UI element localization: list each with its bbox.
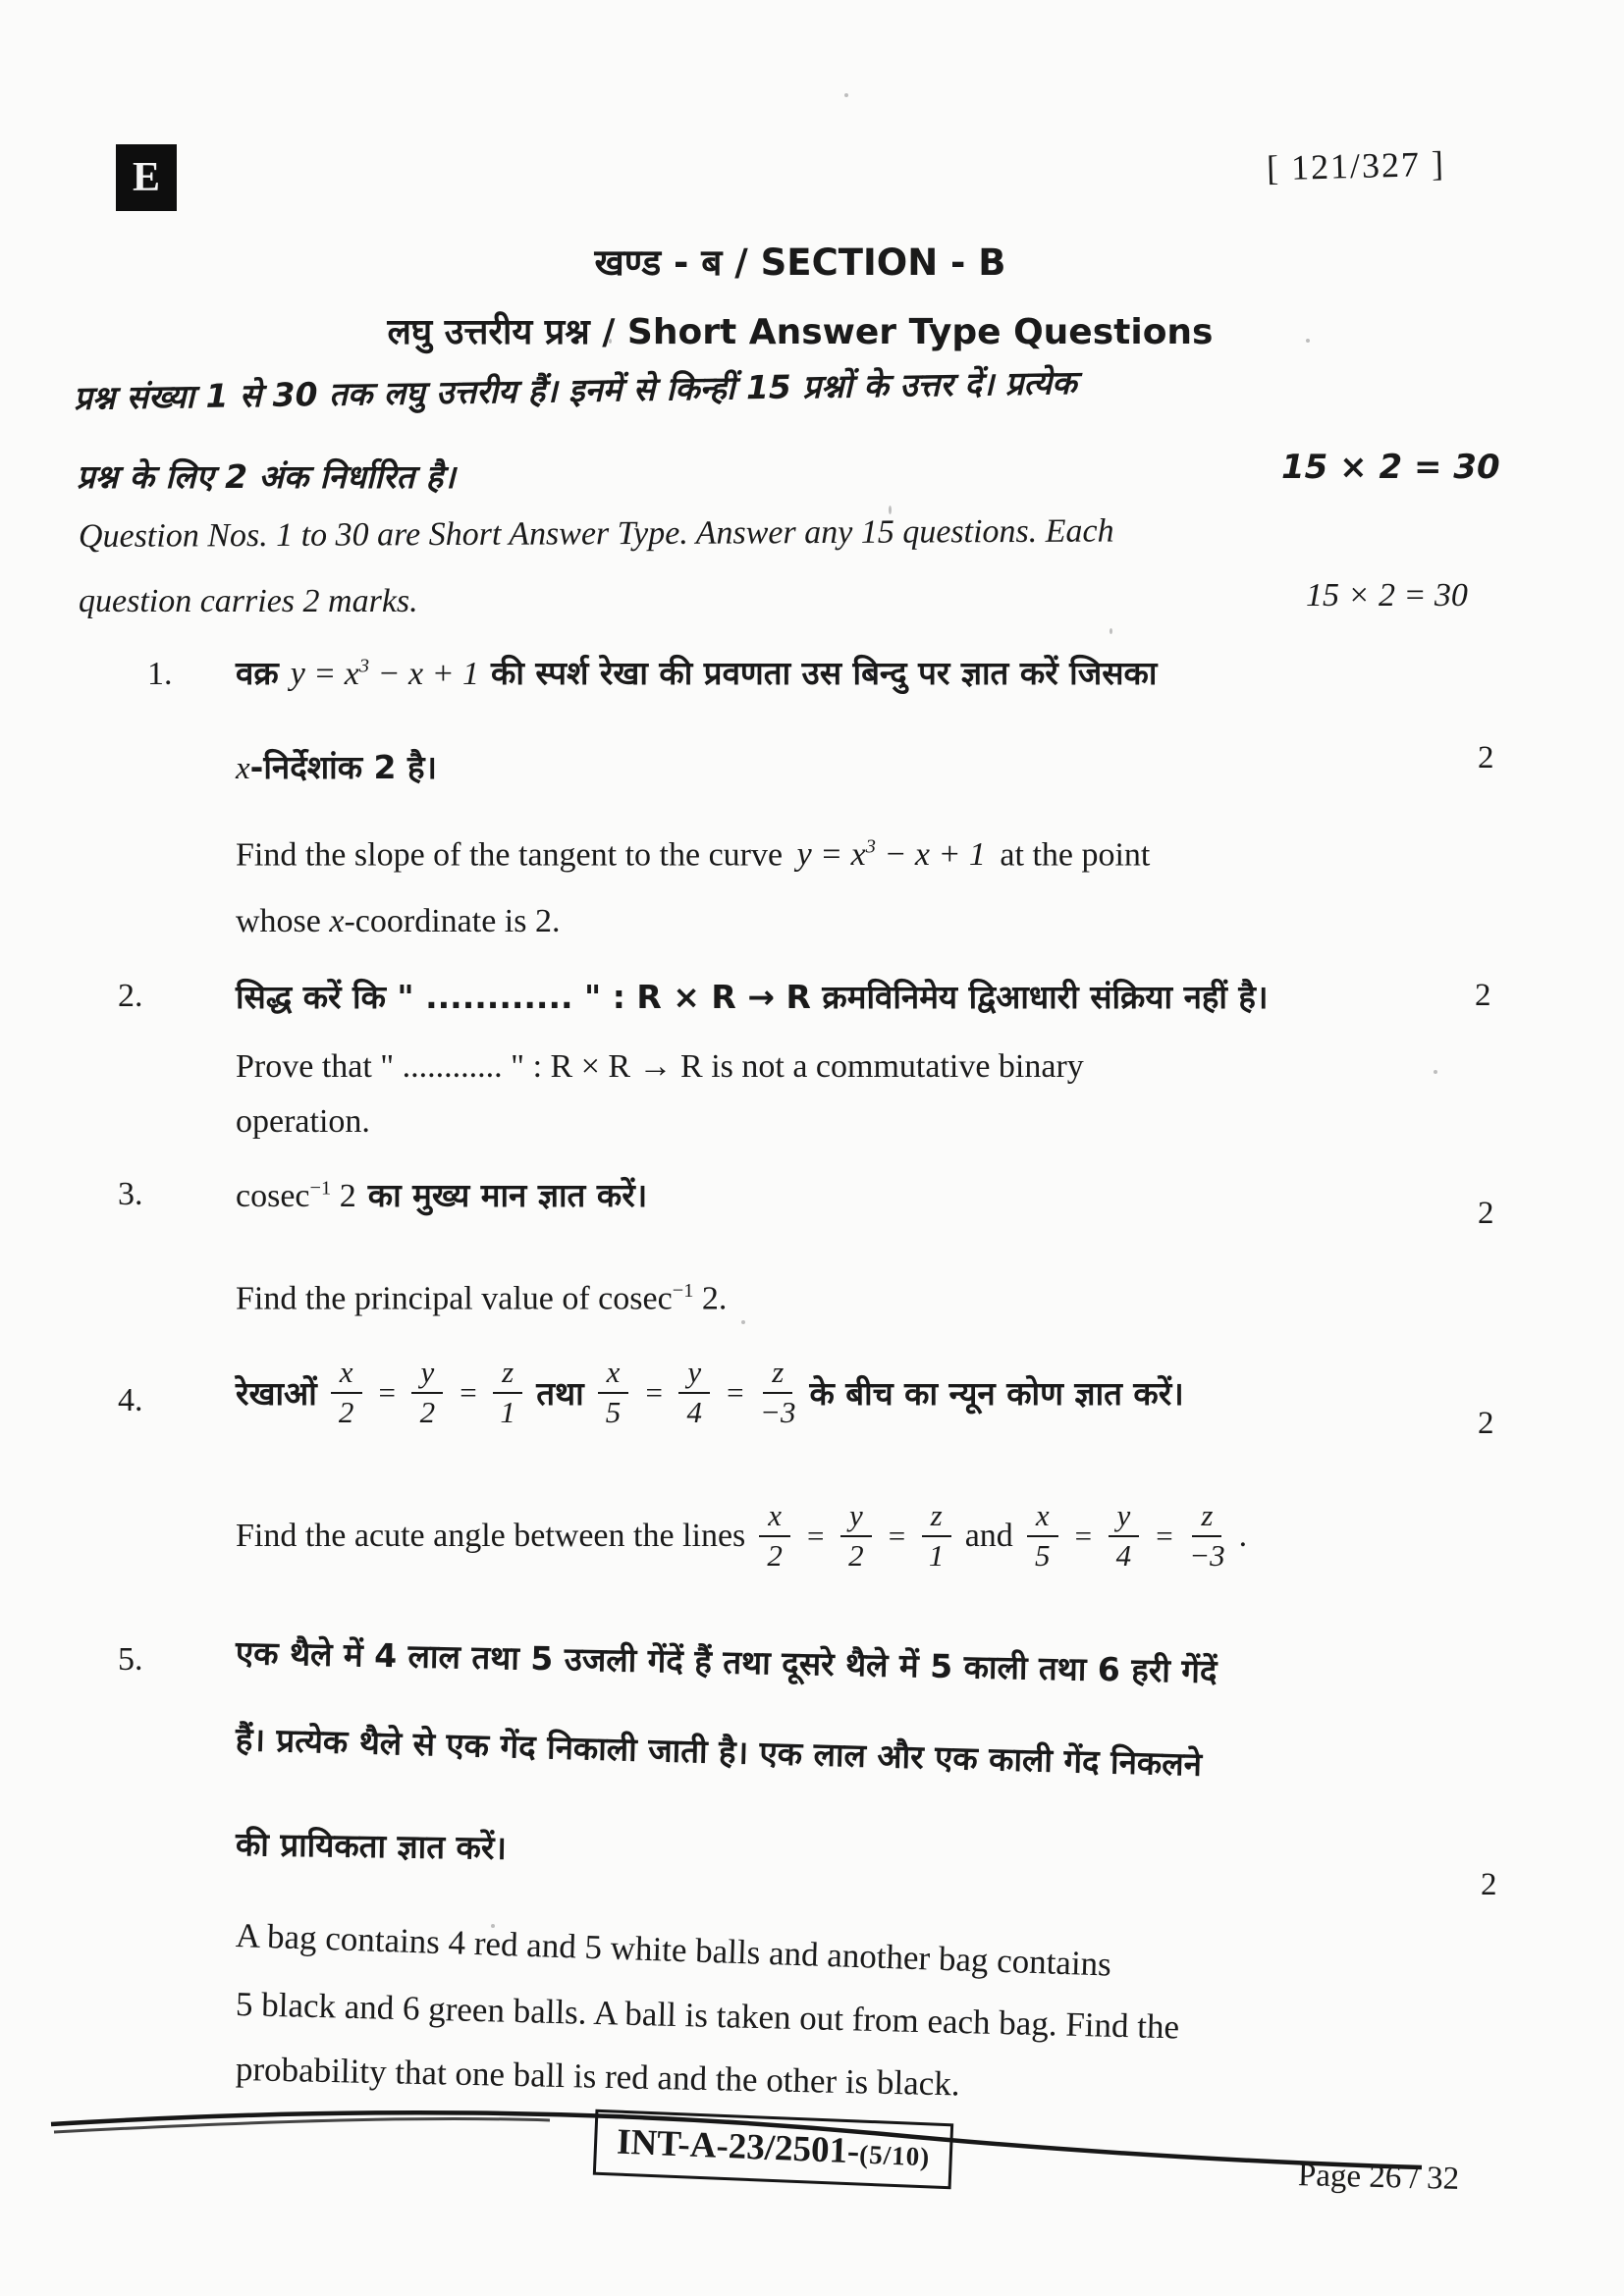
function-argument: 2 xyxy=(339,1178,356,1214)
instruction-english-line1: Question Nos. 1 to 30 are Short Answer Type. Answer any 15 questions. Each xyxy=(78,512,1114,555)
section-heading: खण्ड - ब / SECTION - B xyxy=(594,241,1006,284)
question-3-number: 3. xyxy=(118,1176,143,1212)
fraction-numerator: y xyxy=(1109,1500,1140,1537)
question-2-english-line2: operation. xyxy=(236,1103,370,1140)
fraction-numerator: x xyxy=(598,1357,629,1394)
variable-x: x xyxy=(329,903,345,939)
question-1-equation xyxy=(291,656,479,692)
question-1-english-equation xyxy=(797,836,986,873)
variable-x: x xyxy=(236,751,250,786)
function-name: cosec xyxy=(236,1178,310,1214)
question-4-english-mid: and xyxy=(964,1517,1013,1554)
question-1-english-post: at the point xyxy=(1000,836,1151,874)
equation-tail: − x + 1 xyxy=(369,656,480,692)
fraction-denominator: 5 xyxy=(605,1394,622,1429)
question-4-english xyxy=(236,1500,1247,1572)
fraction-x-2 xyxy=(331,1357,362,1428)
fraction-denominator: 2 xyxy=(848,1537,864,1573)
question-4-hindi xyxy=(236,1357,1184,1428)
equation-exponent: 3 xyxy=(865,836,876,858)
instruction-english-line2: question carries 2 marks. xyxy=(79,583,418,619)
equation-base: y = x xyxy=(290,656,359,692)
question-1-english-line1 xyxy=(236,836,1150,874)
fraction-z-neg3 xyxy=(1189,1500,1224,1572)
exam-version-badge xyxy=(116,144,177,211)
question-1-english-line2-post: -coordinate is 2. xyxy=(344,903,561,939)
booklet-code: INT-A-23/2501- xyxy=(616,2121,861,2172)
booklet-code-suffix: (5/10) xyxy=(858,2139,931,2172)
fraction-denominator: −3 xyxy=(1189,1537,1225,1573)
fraction-z-neg3 xyxy=(760,1357,795,1428)
question-2-number: 2. xyxy=(118,978,143,1014)
equation-exponent: 3 xyxy=(358,655,370,677)
question-1-number: 1. xyxy=(147,656,173,692)
question-5-english-line3: probability that one ball is red and the other is black. xyxy=(235,2050,960,2104)
fraction-z-1 xyxy=(922,1500,951,1572)
instruction-hindi-line2: प्रश्न के लिए 2 अंक निर्धारित है। xyxy=(77,457,456,496)
fraction-y-4 xyxy=(678,1357,710,1428)
function-argument: 2. xyxy=(701,1280,728,1317)
section-subheading: लघु उत्तरीय प्रश्न / Short Answer Type Questions xyxy=(387,312,1214,352)
exam-version-letter: E xyxy=(132,155,160,200)
question-3-hindi xyxy=(236,1172,647,1216)
fraction-numerator: y xyxy=(840,1500,872,1537)
question-5-hindi-line1: एक थैले में 4 लाल तथा 5 उजली गेंदें हैं तथा दूसरे थैले में 5 काली तथा 6 हरी गेंदें xyxy=(235,1633,1218,1691)
paper-code-plate: [ 121/327 ] xyxy=(1266,143,1446,188)
cosec-function xyxy=(236,1178,356,1214)
question-1-english-pre: Find the slope of the tangent to the curve xyxy=(236,836,784,874)
fraction-y-2 xyxy=(840,1500,872,1572)
fraction-denominator: 4 xyxy=(1115,1537,1132,1573)
scan-speckle xyxy=(741,1320,745,1324)
scan-speckle xyxy=(1434,1070,1437,1074)
fraction-denominator: 1 xyxy=(928,1537,945,1573)
question-4-hindi-mid: तथा xyxy=(536,1374,584,1414)
question-5-hindi-line3: की प्रायिकता ज्ञात करें। xyxy=(235,1825,508,1867)
scan-speckle xyxy=(1110,628,1112,634)
question-4-hindi-post: के बीच का न्यून कोण ज्ञात करें। xyxy=(809,1374,1184,1414)
question-1-hindi-line2-text: -निर्देशांक 2 है। xyxy=(249,748,438,786)
question-5-hindi-line2: हैं। प्रत्येक थैले से एक गेंद निकाली जाती है। एक लाल और एक काली गेंद निकलने xyxy=(235,1720,1203,1784)
fraction-numerator: z xyxy=(493,1357,522,1394)
fraction-y-2 xyxy=(411,1357,443,1428)
scan-speckle xyxy=(844,93,848,97)
question-3-hindi-text: का मुख्य मान ज्ञात करें। xyxy=(367,1176,648,1214)
equals-sign: = xyxy=(725,1374,746,1410)
fraction-x-2 xyxy=(759,1500,790,1572)
question-3-english-pre: Find the principal value of cosec xyxy=(236,1280,673,1317)
instruction-hindi-marks: 15 × 2 = 30 xyxy=(1281,448,1500,487)
question-1-hindi-post: की स्पर्श रेखा की प्रवणता उस बिन्दु पर ज्ञात करें जिसका xyxy=(491,654,1158,692)
instruction-hindi-line1: प्रश्न संख्या 1 से 30 तक लघु उत्तरीय हैं। इनमें से किन्हीं 15 प्रश्नों के उत्तर दें। प्रत्येक xyxy=(73,362,1077,417)
fraction-denominator: 5 xyxy=(1034,1537,1051,1573)
question-5-marks: 2 xyxy=(1481,1867,1497,1902)
question-2-english-line1: Prove that " ............ " : R × R → R is not a commutative binary xyxy=(236,1048,1084,1085)
equals-sign: = xyxy=(886,1518,907,1553)
question-4-english-pre: Find the acute angle between the lines xyxy=(236,1517,746,1554)
question-2-hindi: सिद्ध करें कि " ............ " : R × R → R क्रमविनिमेय द्विआधारी संक्रिया नहीं है। xyxy=(236,978,1269,1016)
question-4-marks: 2 xyxy=(1478,1406,1494,1441)
question-1-hindi-pre: वक्र xyxy=(236,654,279,692)
equals-sign: = xyxy=(1072,1518,1094,1553)
question-3-english xyxy=(236,1280,727,1317)
equals-sign: = xyxy=(458,1374,479,1410)
function-exponent: −1 xyxy=(309,1177,332,1200)
fraction-numerator: z xyxy=(1192,1500,1221,1537)
question-2-marks: 2 xyxy=(1475,978,1491,1013)
equation-base: y = x xyxy=(796,836,866,874)
fraction-denominator: 2 xyxy=(419,1394,436,1429)
fraction-numerator: z xyxy=(922,1500,951,1537)
equals-sign: = xyxy=(643,1374,665,1410)
fraction-y-4 xyxy=(1109,1500,1140,1572)
page-number-label: Page 26 / 32 xyxy=(1297,2158,1460,2197)
equals-sign: = xyxy=(805,1518,826,1553)
fraction-numerator: x xyxy=(1027,1500,1058,1537)
question-1-english-line2 xyxy=(236,903,560,940)
question-4-english-period: . xyxy=(1238,1517,1248,1554)
fraction-numerator: y xyxy=(411,1357,443,1394)
fraction-numerator: x xyxy=(759,1500,790,1537)
question-4-number: 4. xyxy=(118,1382,143,1418)
fraction-numerator: y xyxy=(678,1357,710,1394)
equals-sign: = xyxy=(376,1374,398,1410)
fraction-x-5 xyxy=(1027,1500,1058,1572)
question-3-marks: 2 xyxy=(1478,1196,1494,1231)
instruction-english-marks: 15 × 2 = 30 xyxy=(1306,577,1468,614)
question-5-english-line2: 5 black and 6 green balls. A ball is taken out from each bag. Find the xyxy=(235,1985,1180,2047)
equals-sign: = xyxy=(1154,1518,1175,1553)
fraction-denominator: 1 xyxy=(500,1394,515,1429)
function-exponent: −1 xyxy=(672,1280,694,1302)
question-4-hindi-pre: रेखाओं xyxy=(236,1374,317,1414)
fraction-denominator: 2 xyxy=(767,1537,783,1573)
fraction-z-1 xyxy=(493,1357,522,1428)
question-1-english-line2-pre: whose xyxy=(236,903,330,939)
fraction-denominator: 4 xyxy=(686,1394,702,1429)
scan-speckle xyxy=(889,506,892,514)
fraction-x-5 xyxy=(598,1357,629,1428)
fraction-denominator: −3 xyxy=(760,1394,796,1429)
question-1-marks: 2 xyxy=(1478,740,1494,775)
question-1-hindi-line1 xyxy=(236,650,1157,694)
fraction-numerator: x xyxy=(331,1357,362,1394)
question-1-hindi-line2 xyxy=(236,744,437,788)
fraction-numerator: z xyxy=(763,1357,792,1394)
question-5-english-line1: A bag contains 4 red and 5 white balls and another bag contains xyxy=(235,1916,1112,1984)
question-5-number: 5. xyxy=(118,1641,143,1678)
fraction-denominator: 2 xyxy=(338,1394,354,1429)
equation-tail: − x + 1 xyxy=(875,836,986,874)
